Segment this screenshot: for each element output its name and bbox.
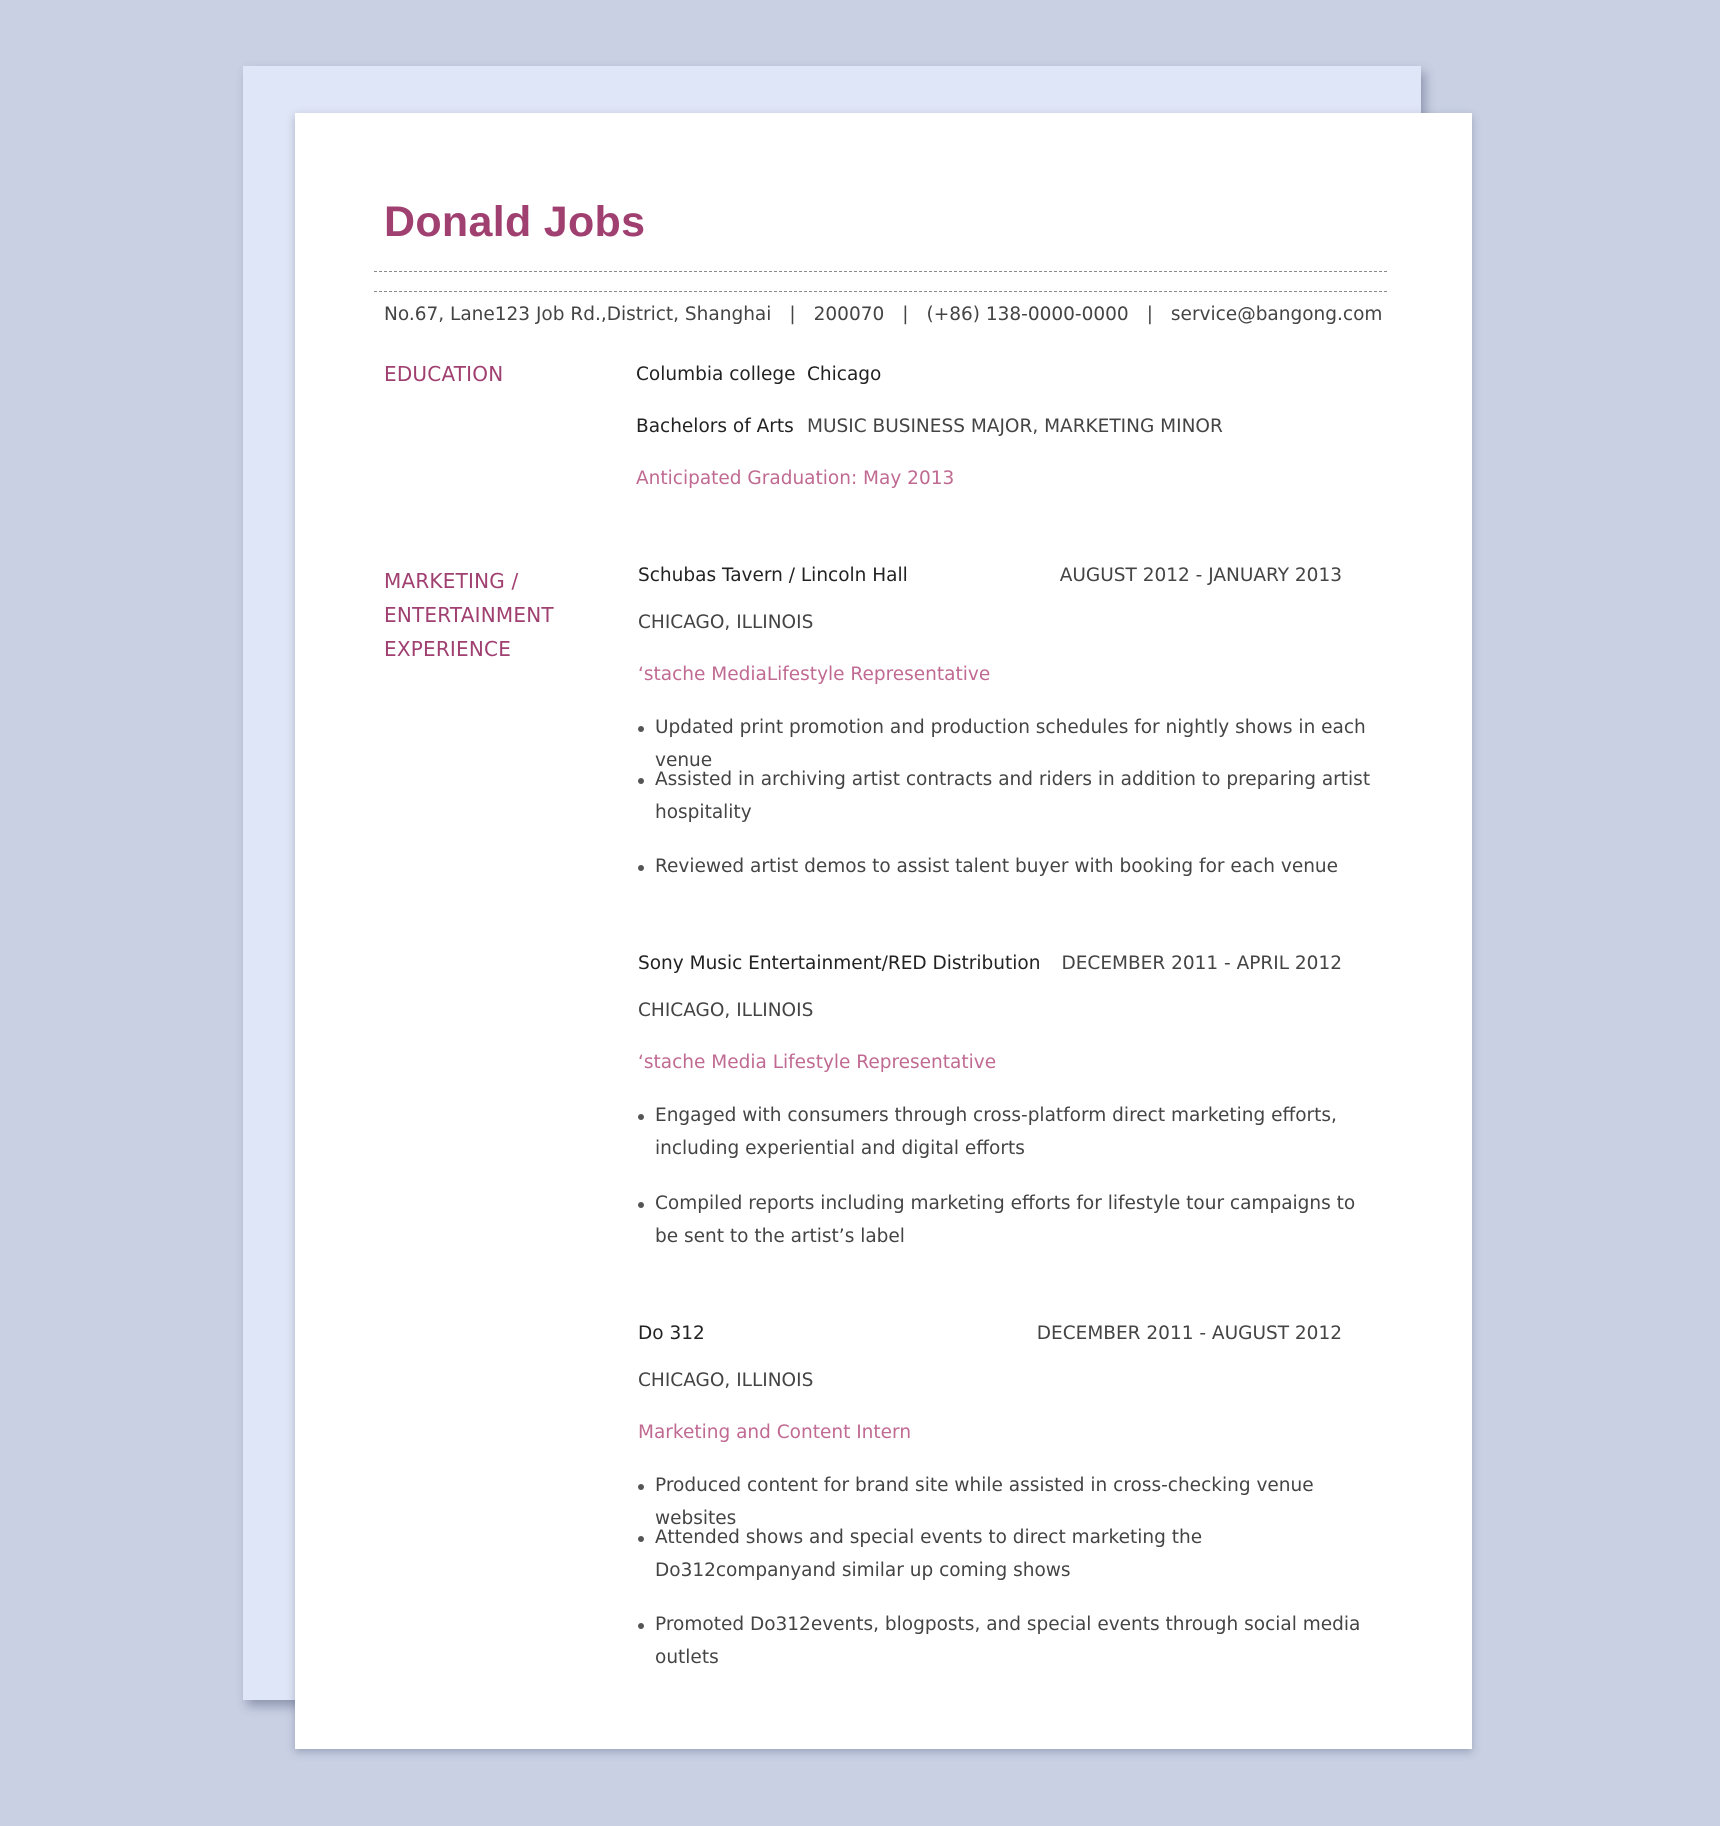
job-bullet: Attended shows and special events to direct marketing the Do312companyand similar up coming shows [638,1521,1375,1587]
education-school: Columbia college [636,364,796,385]
contact-postcode: 200070 [813,304,885,325]
divider-bottom [374,291,1387,292]
section-title-education: EDUCATION [384,362,504,386]
education-city: Chicago [807,364,882,385]
job-bullet: Assisted in archiving artist contracts and riders in addition to preparing artist hospitality [638,763,1375,829]
job-bullet: Promoted Do312events, blogposts, and special events through social media outlets [638,1608,1375,1674]
section-title-experience: MARKETING / ENTERTAINMENT EXPERIENCE [384,569,554,661]
resume-page [295,113,1472,1749]
job-bullet: Engaged with consumers through cross-platform direct marketing efforts, including experiential and digital efforts [638,1099,1375,1165]
job-company: Schubas Tavern / Lincoln Hall [638,565,908,586]
contact-email[interactable]: service@bangong.com [1170,304,1383,325]
job-dates: AUGUST 2012 - JANUARY 2013 [1059,565,1342,586]
job-role: ‘stache MediaLifestyle Representative [638,664,991,685]
contact-line [384,304,1382,325]
contact-phone: (+86) 138-0000-0000 [926,304,1129,325]
job-location: CHICAGO, ILLINOIS [638,1000,814,1021]
job-bullet: Updated print promotion and production schedules for nightly shows in each venue [638,711,1375,777]
contact-separator: | [902,304,909,325]
job-location: CHICAGO, ILLINOIS [638,1370,814,1391]
divider-top [374,271,1387,272]
education-graduation: Anticipated Graduation: May 2013 [636,468,955,489]
job-dates: DECEMBER 2011 - AUGUST 2012 [1036,1323,1342,1344]
job-role: Marketing and Content Intern [638,1422,912,1443]
job-company: Do 312 [638,1323,705,1344]
job-dates: DECEMBER 2011 - APRIL 2012 [1061,953,1342,974]
education-degree: Bachelors of Arts [636,416,794,437]
job-company: Sony Music Entertainment/RED Distribution [638,953,1041,974]
job-bullet: Reviewed artist demos to assist talent buyer with booking for each venue [638,850,1375,883]
candidate-name: Donald Jobs [384,198,646,246]
contact-address: No.67, Lane123 Job Rd.,District, Shanghai [384,304,772,325]
job-bullet: Compiled reports including marketing efforts for lifestyle tour campaigns to be sent to the artist’s label [638,1187,1375,1253]
education-major: MUSIC BUSINESS MAJOR, MARKETING MINOR [807,416,1223,437]
job-role: ‘stache Media Lifestyle Representative [638,1052,997,1073]
contact-separator: | [789,304,796,325]
contact-separator: | [1146,304,1153,325]
job-bullet: Produced content for brand site while assisted in cross-checking venue websites [638,1469,1375,1535]
job-location: CHICAGO, ILLINOIS [638,612,814,633]
